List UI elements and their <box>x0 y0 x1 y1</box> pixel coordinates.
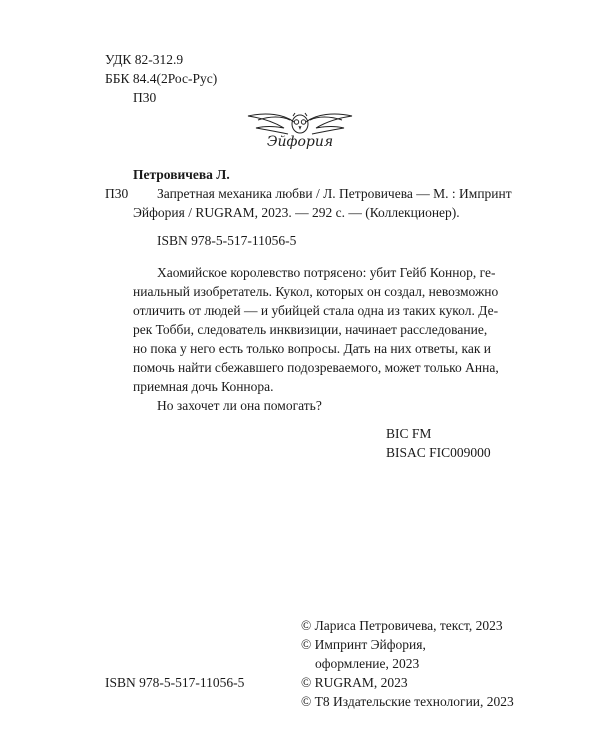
publisher-logo-text: Эйфория <box>266 134 334 150</box>
annotation-line: ниальный изобретатель. Кукол, которых он создал, невозможно <box>133 284 499 299</box>
udk-code: УДК 82-312.9 <box>105 52 184 67</box>
annotation-line: помочь найти сбежавшего подозреваемого, может только Анна, <box>133 360 499 375</box>
copyright-line: © Импринт Эйфория, <box>301 637 426 652</box>
isbn-bottom: ISBN 978-5-517-11056-5 <box>105 675 245 690</box>
annotation-line: но пока у него есть только вопросы. Дать на них ответы, как и <box>133 341 491 356</box>
author-name: Петровичева Л. <box>133 167 230 182</box>
annotation-question: Но захочет ли она помогать? <box>157 398 322 413</box>
publisher-logo <box>244 108 356 164</box>
bisac-code: BISAC FIC009000 <box>386 445 491 460</box>
copyright-line: оформление, 2023 <box>315 656 420 671</box>
annotation-line: приемная дочь Коннора. <box>133 379 274 394</box>
copyright-line: © RUGRAM, 2023 <box>301 675 408 690</box>
annotation-line: отличить от людей — и убийцей стала одна из таких кукол. Де- <box>133 303 499 318</box>
copyright-line: © Т8 Издательские технологии, 2023 <box>301 694 514 709</box>
bbk-code: ББК 84.4(2Рос-Рус) <box>105 71 218 86</box>
author-mark-top: П30 <box>133 90 157 105</box>
annotation-line: рек Тобби, следователь инквизиции, начинает расследование, <box>133 322 488 337</box>
biblio-line-1: Запретная механика любви / Л. Петровичева — М. : Импринт <box>157 186 512 201</box>
biblio-line-2: Эйфория / RUGRAM, 2023. — 292 с. — (Коллекционер). <box>133 205 460 220</box>
author-mark-side: П30 <box>105 186 129 201</box>
isbn-main: ISBN 978-5-517-11056-5 <box>157 233 297 248</box>
bic-code: BIC FM <box>386 426 432 441</box>
copyright-line: © Лариса Петровичева, текст, 2023 <box>301 618 503 633</box>
annotation-line: Хаомийское королевство потрясено: убит Гейб Коннор, ге- <box>157 265 496 280</box>
